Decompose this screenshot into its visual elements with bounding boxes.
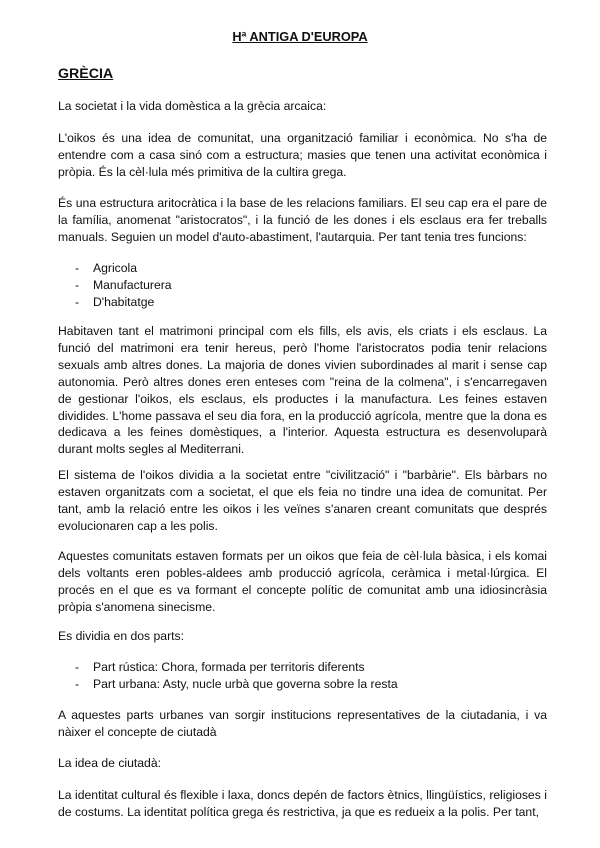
paragraph-intro: La societat i la vida domèstica a la grècia arcaica: <box>58 99 327 113</box>
paragraph-citizen-idea: La idea de ciutadà: <box>58 756 161 770</box>
list-bullet: - <box>75 277 80 292</box>
list-item-text: D'habitatge <box>93 294 155 309</box>
paragraph-communities: Aquestes comunitats estaven formats per un oikos que feia de cèl·lula bàsica, i els komai dels voltants eren pobles-aldees amb producció agrícola, ceràmica i metal·lúrgica. El procés en el que es va formant el concepte polític de comunitat amb una idiosincràsia pròpia s'anomena sinecisme. <box>58 549 547 614</box>
paragraph-two-parts: Es dividia en dos parts: <box>58 629 185 643</box>
list-bullet: - <box>75 676 80 691</box>
parts-list <box>58 659 547 693</box>
document-title: Hª ANTIGA D'EUROPA <box>232 29 368 44</box>
list-bullet: - <box>75 660 80 674</box>
list-bullet: - <box>75 294 80 309</box>
list-item <box>58 676 547 693</box>
paragraph-identity: La identitat cultural és flexible i laxa, doncs depén de factors ètnics, llingüístics, religioses i de costums. La identitat política grega és restrictiva, ja que es redueix a la polis. Per tant, <box>58 788 547 819</box>
section-heading: GRÈCIA <box>58 66 114 82</box>
functions-list <box>58 260 547 311</box>
list-item-text: Part rústica: Chora, formada per territoris diferents <box>93 660 365 674</box>
list-item-text: Agricola <box>93 261 138 275</box>
list-item <box>58 659 547 676</box>
list-item <box>58 260 547 277</box>
paragraph-oikos-definition: L'oikos és una idea de comunitat, una organització familiar i econòmica. No s'ha de entendre com a casa sinó com a estructura; masies que tenen una activitat econòmica i pròpia. És la cèl·lula més primitiva de la cultira grega. <box>58 131 547 179</box>
list-item <box>58 277 547 294</box>
list-bullet: - <box>75 261 80 275</box>
paragraph-household-life: Habitaven tant el matrimoni principal com els fills, els avis, els criats i els esclaus. La funció del matrimoni era tenir hereus, però l'home l'aristocratos podia tenir relacions sexuals amb altres dones. La majoria de dones vivien subordinades al marit i sense cap autonomia. Però altres dones eren enteses com "reina de la colmena", i s'encarregaven de gestionar l'oikos, els esclaus, els productes i la manufactura. Les feines estaven dividides. L'home passava el seu dia fora, en la producció agrícola, mentre que la dona es dedicava a les feines domèstiques, a l'interior. Aquesta estructura es desenvoluparà durant molts segles al Mediterrani. <box>58 324 547 457</box>
paragraph-civilization-barbarism: El sistema de l'oikos dividia a la societat entre "civilització" i "barbàrie". Els bàrbars no estaven organitzats com a societat, el que els feia no tindre una idea de comunitat. Per tant, amb la relació entre les oikos i les veïnes s'anaren creant comunitats que després evolucionaren cap a les polis. <box>58 468 547 533</box>
paragraph-institutions: A aquestes parts urbanes van sorgir institucions representatives de la ciutadania, i va nàixer el concepte de ciutadà <box>58 708 547 739</box>
list-item-text: Part urbana: Asty, nucle urbà que governa sobre la resta <box>93 676 398 691</box>
paragraph-aristocratic-structure: És una estructura aritocràtica i la base de les relacions familiars. El seu cap era el pare de la família, anomenat "aristocratos", i la funció de les dones i els esclaus era fer treballs manuals. Seguien un model d'auto-abastiment, l'autarquia. Per tant tenia tres funcions: <box>58 196 547 244</box>
list-item <box>58 294 547 311</box>
list-item-text: Manufacturera <box>93 277 172 292</box>
